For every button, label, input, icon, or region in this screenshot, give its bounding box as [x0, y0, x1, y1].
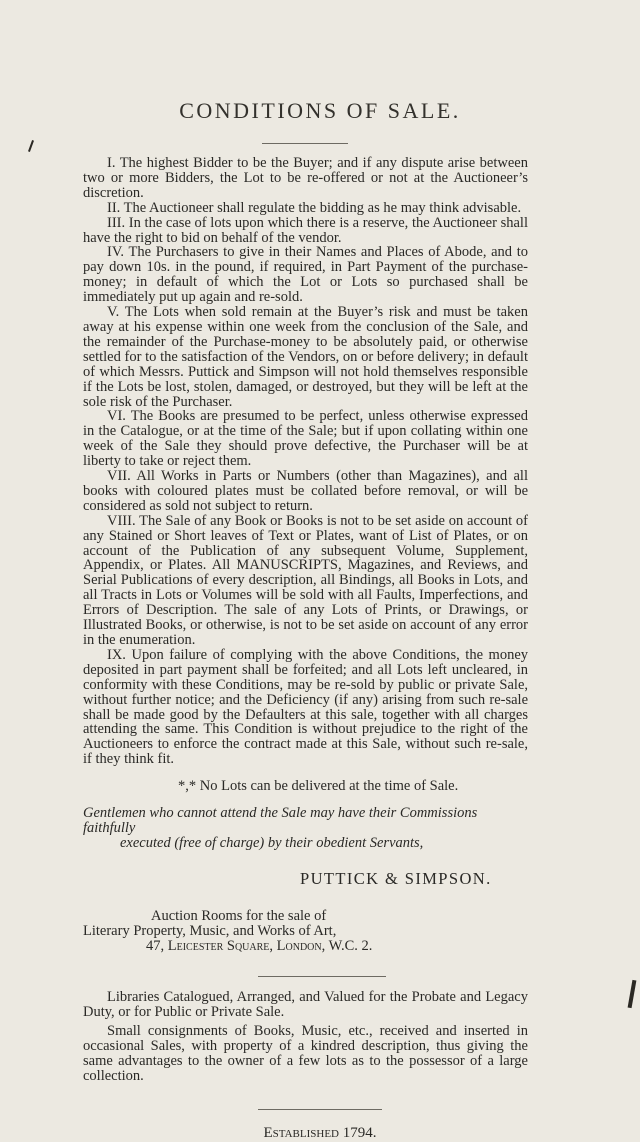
libraries-paragraph: Libraries Catalogued, Arranged, and Valued for the Probate and Legacy Duty, or for Public or Private Sale.	[83, 989, 528, 1020]
condition-2	[83, 201, 528, 216]
condition-text: The highest Bidder to be the Buyer; and if any dispute arise between two or more Bidders, the Lot to be re-offered or not at the Auctioneer’s discretion.	[83, 155, 528, 201]
condition-8	[83, 514, 528, 648]
commissions-notice	[83, 806, 533, 851]
page-edge-mark	[628, 980, 637, 1008]
rooms-address-line: 47, Leicester Square, London, W.C. 2.	[146, 937, 373, 954]
condition-number: II.	[107, 199, 121, 216]
firm-name: PUTTICK & SIMPSON.	[300, 869, 492, 888]
commissions-line: Gentlemen who cannot attend the Sale may have their Commissions faithfully	[83, 805, 478, 836]
title-rule	[262, 143, 348, 144]
condition-text: In the case of lots upon which there is a reserve, the Auctioneer shall have the right to bid on behalf of the vendor.	[83, 214, 528, 246]
condition-text: The Auctioneer shall regulate the bidding as he may think advisable.	[123, 199, 522, 216]
section-rule	[258, 1109, 382, 1110]
condition-1	[83, 156, 528, 201]
condition-text: The Purchasers to give in their Names and Places of Abode, and to pay down 10s. in the pound, if required, in Part Payment of the purchase-money; in default of which the Lot or Lots so purchased shall be immediately put up again and re-sold.	[83, 244, 529, 306]
rooms-line: Literary Property, Music, and Works of Art,	[83, 922, 337, 939]
page-edge-mark	[28, 140, 34, 152]
condition-text: The Lots when sold remain at the Buyer’s risk and must be taken away at his expense within one week from the conclusion of the Sale, and the remainder of the Purchase-money to be absolutely paid, or otherwise settled for to the satisfaction of the Vendors, on or before delivery; in default of which Messrs. Puttick and Simpson will not hold themselves responsible if the Lots be lost, stolen, damaged, or destroyed, but they will be left at the sole risk of the Purchaser.	[83, 304, 528, 410]
condition-4	[83, 245, 528, 305]
established-line: Established 1794.	[263, 1125, 377, 1141]
rooms-line: Auction Rooms for the sale of	[151, 908, 327, 924]
condition-number: V.	[107, 304, 120, 321]
condition-number: IV.	[107, 244, 125, 261]
condition-text: The Books are presumed to be perfect, unless otherwise expressed in the Catalogue, or at the time of the Sale; but if upon collating within one week of the Sale they should prove defective, the Purchaser will be at liberty to take or reject them.	[83, 408, 528, 470]
section-rule	[258, 976, 386, 977]
condition-text: Upon failure of complying with the above Conditions, the money deposited in part payment shall be forfeited; and all Lots left uncleared, in conformity with these Conditions, may be re-sold by public or private Sale, without further notice; and the Deficiency (if any) arising from such re-sale shall be made good by the Defaulters at this sale, together with all charges attending the same. This Condition is without prejudice to the right of the Auctioneers to enforce the contract made at this Sale, without such re-sale, if they think fit.	[83, 646, 529, 768]
delivery-note: *,* No Lots can be delivered at the time of Sale.	[178, 778, 459, 794]
condition-7	[83, 469, 528, 514]
page-title: CONDITIONS OF SALE.	[179, 98, 461, 123]
condition-number: VIII.	[107, 512, 136, 529]
condition-text: The Sale of any Book or Books is not to be set aside on account of any Stained or Short leaves of Text or Plates, want of List of Plates, or on account of the Publication of any subsequent Volume, Supplement, Appendix, or Plates. All MANUSCRIPTS, Magazines, and Reviews, and Serial Publications of every description, all Bindings, all Books in Lots, and all Tracts in Lots or Volumes will be sold with all Faults, Imperfections, and Errors of Description. The sale of any Lots of Prints, or Drawings, or Illustrated Books, or otherwise, is not to be set aside on account of any error in the enumeration.	[83, 512, 528, 648]
conditions-list	[83, 156, 528, 767]
condition-9	[83, 648, 528, 767]
condition-number: I.	[107, 155, 116, 171]
condition-number: IX.	[107, 646, 126, 663]
auction-rooms-address	[83, 909, 543, 954]
condition-number: VI.	[107, 408, 126, 425]
condition-3	[83, 216, 528, 246]
commissions-line: executed (free of charge) by their obedient Servants,	[120, 834, 424, 851]
libraries-notice	[83, 990, 528, 1087]
libraries-paragraph: Small consignments of Books, Music, etc., received and inserted in occasional Sales, with property of a kindred description, thus giving the same advantages to the owner of a few lots as to the possessor of a large collection.	[83, 1022, 528, 1084]
condition-6	[83, 409, 528, 469]
condition-text: All Works in Parts or Numbers (other than Magazines), and all books with coloured plates must be collated before removal, or will be considered as sold not subject to return.	[83, 468, 528, 514]
condition-number: VII.	[107, 468, 131, 485]
condition-5	[83, 305, 528, 409]
condition-number: III.	[107, 214, 126, 231]
